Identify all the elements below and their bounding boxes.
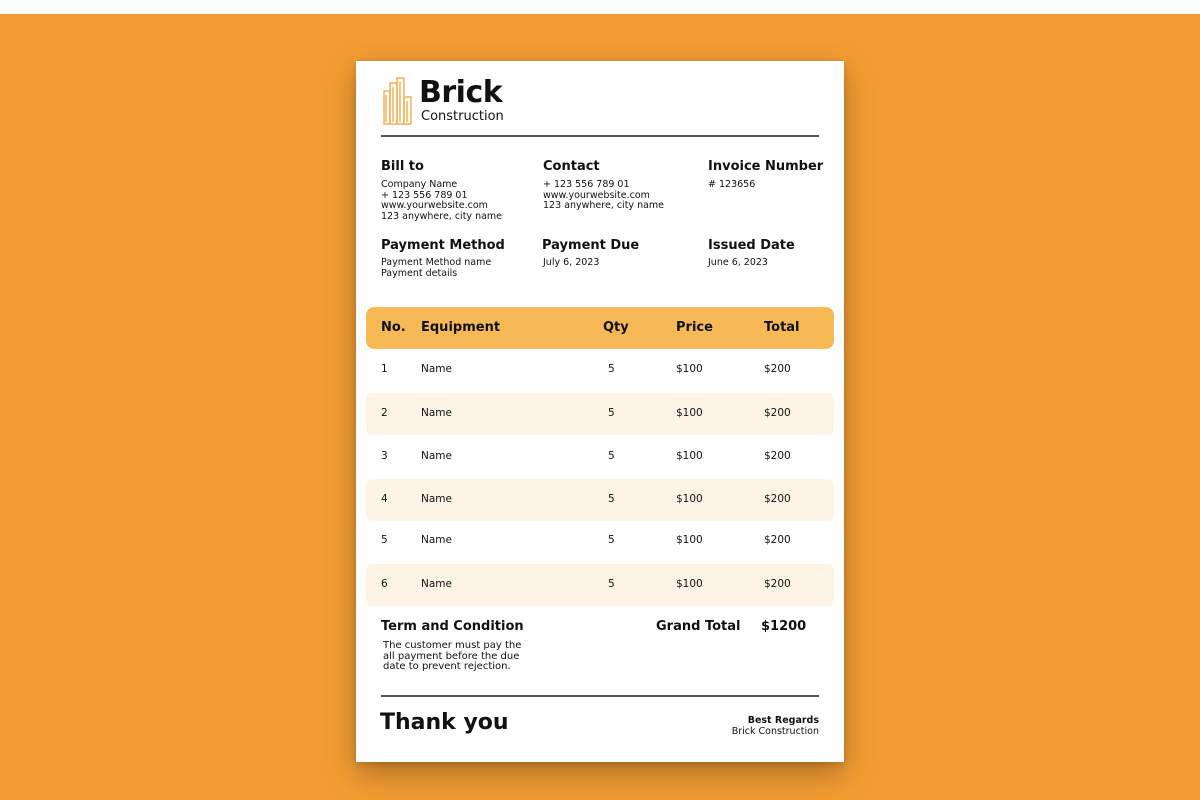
brand-name: Brick [419, 75, 503, 110]
row-price: $100 [676, 363, 703, 375]
row-equipment: Name [421, 534, 452, 546]
row-qty: 5 [608, 407, 615, 419]
contact-phone: + 123 556 789 01 [543, 179, 630, 190]
bill-to-website: www.yourwebsite.com [381, 200, 488, 211]
table-row [366, 520, 834, 562]
brand-subtitle: Construction [421, 109, 504, 124]
row-price: $100 [676, 407, 703, 419]
contact-website: www.yourwebsite.com [543, 189, 650, 201]
grand-total-value: $1200 [761, 619, 807, 634]
contact-address: 123 anywhere, city name [543, 200, 665, 211]
bill-to-address: 123 anywhere, city name [381, 210, 503, 222]
bill-to-phone: + 123 556 789 01 [381, 189, 468, 201]
row-price: $100 [676, 534, 703, 546]
row-total: $200 [764, 363, 791, 375]
column-header-total: Total [764, 320, 800, 335]
row-equipment: Name [421, 578, 452, 590]
row-qty: 5 [608, 534, 615, 546]
grand-total-label: Grand Total [656, 619, 741, 634]
table-row [366, 436, 834, 478]
column-header-price: Price [676, 320, 713, 335]
issued-date-value: June 6, 2023 [708, 257, 768, 268]
items-table-header [366, 307, 834, 349]
row-total: $200 [764, 407, 791, 419]
row-total: $200 [764, 534, 791, 546]
regards-company: Brick Construction [731, 726, 819, 737]
regards-label: Best Regards [747, 715, 819, 726]
terms-line: The customer must pay the [383, 640, 522, 651]
row-price: $100 [676, 493, 703, 505]
row-equipment: Name [421, 407, 452, 419]
contact-details [543, 180, 664, 212]
row-qty: 5 [608, 578, 615, 590]
row-number: 5 [381, 534, 388, 546]
payment-method-details [381, 258, 491, 279]
table-row [366, 349, 834, 391]
terms-line: date to prevent rejection. [383, 661, 511, 672]
row-number: 3 [381, 450, 388, 462]
contact-heading: Contact [543, 159, 600, 174]
terms-line: all payment before the due [383, 650, 520, 662]
column-header-qty: Qty [603, 320, 629, 335]
row-equipment: Name [421, 450, 452, 462]
column-header-equipment: Equipment [421, 320, 501, 335]
row-number: 1 [381, 363, 388, 375]
payment-due-value: July 6, 2023 [543, 257, 600, 268]
table-row [366, 393, 834, 435]
row-number: 4 [381, 493, 388, 505]
table-row [366, 564, 834, 606]
row-qty: 5 [608, 493, 615, 505]
terms-text [383, 641, 533, 673]
top-border-strip [0, 0, 1200, 14]
invoice-document [356, 61, 844, 762]
header-divider [381, 135, 819, 137]
invoice-number-value: # 123656 [708, 179, 756, 190]
row-total: $200 [764, 450, 791, 462]
row-total: $200 [764, 578, 791, 590]
row-price: $100 [676, 450, 703, 462]
row-qty: 5 [608, 450, 615, 462]
invoice-number-heading: Invoice Number [708, 159, 824, 174]
thank-you-text: Thank you [380, 710, 509, 735]
table-row [366, 479, 834, 521]
building-logo-icon [383, 77, 413, 125]
terms-heading: Term and Condition [381, 619, 524, 634]
payment-method-heading: Payment Method [381, 238, 505, 253]
bill-to-heading: Bill to [381, 159, 424, 174]
bill-to-details [381, 180, 502, 222]
row-equipment: Name [421, 363, 452, 375]
footer-divider [381, 695, 819, 697]
row-number: 2 [381, 407, 388, 419]
bill-to-company: Company Name [381, 179, 458, 190]
row-number: 6 [381, 578, 388, 590]
row-price: $100 [676, 578, 703, 590]
payment-method-name: Payment Method name [381, 257, 492, 268]
payment-due-heading: Payment Due [542, 238, 640, 253]
row-total: $200 [764, 493, 791, 505]
payment-method-info: Payment details [381, 267, 458, 279]
row-equipment: Name [421, 493, 452, 505]
issued-date-heading: Issued Date [708, 238, 795, 253]
regards-block [732, 715, 819, 737]
row-qty: 5 [608, 363, 615, 375]
column-header-no: No. [381, 320, 406, 335]
